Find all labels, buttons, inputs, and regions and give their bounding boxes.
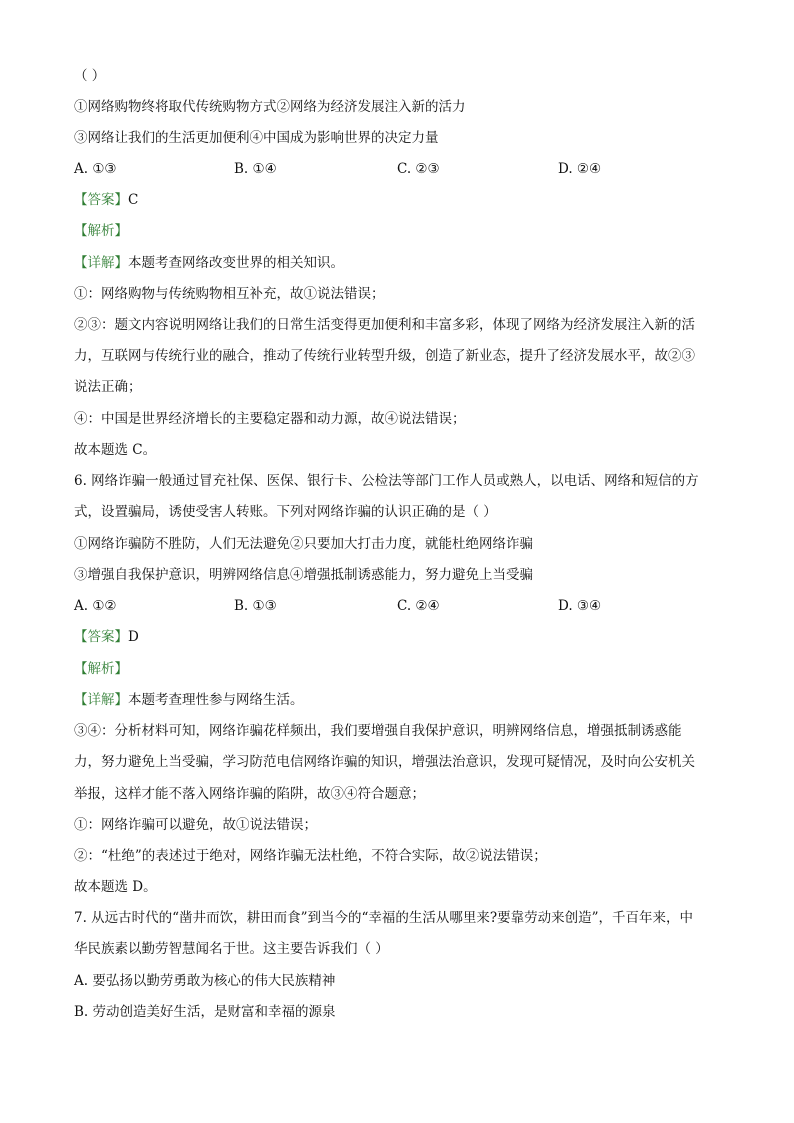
q5-option-c: C. ②③ [397,161,440,177]
q6-option-a: A. ①② [74,598,117,614]
q6-point-3: 举报，这样才能不落入网络诈骗的陷阱，故③④符合题意； [74,786,425,802]
q5-analysis-heading [74,221,724,241]
q5-detail [74,253,724,273]
q6-stem-line-2: 式，设置骗局，诱使受害人转账。下列对网络诈骗的认识正确的是（ ） [74,504,497,520]
q6-option-c: C. ②④ [397,598,440,614]
q5-answer [74,190,724,210]
q6-point-1: ③④：分析材料可知，网络诈骗花样频出，我们要增强自我保护意识，明辨网络信息，增强抵制诱惑能 [74,723,682,739]
q6-answer [74,627,724,647]
q6-option-b: B. ①③ [234,598,277,614]
q6-answer-tag: 【答案】 [74,629,128,645]
q5-detail-text: 本题考查网络改变世界的相关知识。 [128,255,344,271]
q7-stem-line-1: 7. 从远古时代的“凿井而饮，耕田而食”到当今的“幸福的生活从哪里来?要靠劳动来创造”，千百年来，中 [74,910,694,926]
q5-point-5: ④：中国是世界经济增长的主要稳定器和动力源，故④说法错误； [74,411,466,427]
q5-option-b: B. ①④ [234,161,277,177]
q5-point-3: 力，互联网与传统行业的融合，推动了传统行业转型升级，创造了新业态，提升了经济发展水平，故②③ [74,348,695,364]
q5-option-a: A. ①③ [74,161,117,177]
q5-statement-2: ③网络让我们的生活更加便利④中国成为影响世界的决定力量 [74,130,439,146]
q6-analysis-heading [74,659,724,679]
q5-point-4: 说法正确； [74,379,142,395]
q6-detail-text: 本题考查理性参与网络生活。 [128,692,304,708]
q5-answer-value: C [128,192,139,208]
q6-point-4: ①：网络诈骗可以避免，故①说法错误； [74,817,317,833]
q5-option-d: D. ②④ [558,161,602,177]
q5-point-1: ①：网络购物与传统购物相互补充，故①说法错误； [74,286,385,302]
q5-detail-tag: 【详解】 [74,255,128,271]
q6-detail [74,690,724,710]
q5-point-6: 故本题选 C。 [74,442,157,458]
q6-option-d: D. ③④ [558,598,602,614]
q5-point-2: ②③：题文内容说明网络让我们的日常生活变得更加便利和丰富多彩，体现了网络为经济发展注入新的活 [74,317,695,333]
q5-statement-1: ①网络购物终将取代传统购物方式②网络为经济发展注入新的活力 [74,99,466,115]
q6-stem-line-1: 6. 网络诈骗一般通过冒充社保、医保、银行卡、公检法等部门工作人员或熟人，以电话、网络和短信的方 [74,473,699,489]
q6-detail-tag: 【详解】 [74,692,128,708]
q6-point-2: 力，努力避免上当受骗，学习防范电信网络诈骗的知识，增强法治意识，发现可疑情况，及时向公安机关 [74,754,695,770]
q7-option-b: B. 劳动创造美好生活，是财富和幸福的源泉 [74,1004,336,1020]
q6-point-5: ②：“杜绝”的表述过于绝对，网络诈骗无法杜绝，不符合实际，故②说法错误； [74,848,547,864]
q5-stem-tail: （ ） [74,68,106,84]
q7-stem-line-2: 华民族素以勤劳智慧闻名于世。这主要告诉我们（ ） [74,941,389,957]
q6-statement-2: ③增强自我保护意识，明辨网络信息④增强抵制诱惑能力，努力避免上当受骗 [74,567,533,583]
q6-statement-1: ①网络诈骗防不胜防，人们无法避免②只要加大打击力度，就能杜绝网络诈骗 [74,536,533,552]
q7-option-a: A. 要弘扬以勤劳勇敢为核心的伟大民族精神 [74,973,336,989]
q6-analysis-tag: 【解析】 [74,661,128,677]
q6-answer-value: D [128,629,139,645]
q6-point-6: 故本题选 D。 [74,879,157,895]
q5-analysis-tag: 【解析】 [74,223,128,239]
q5-answer-tag: 【答案】 [74,192,128,208]
